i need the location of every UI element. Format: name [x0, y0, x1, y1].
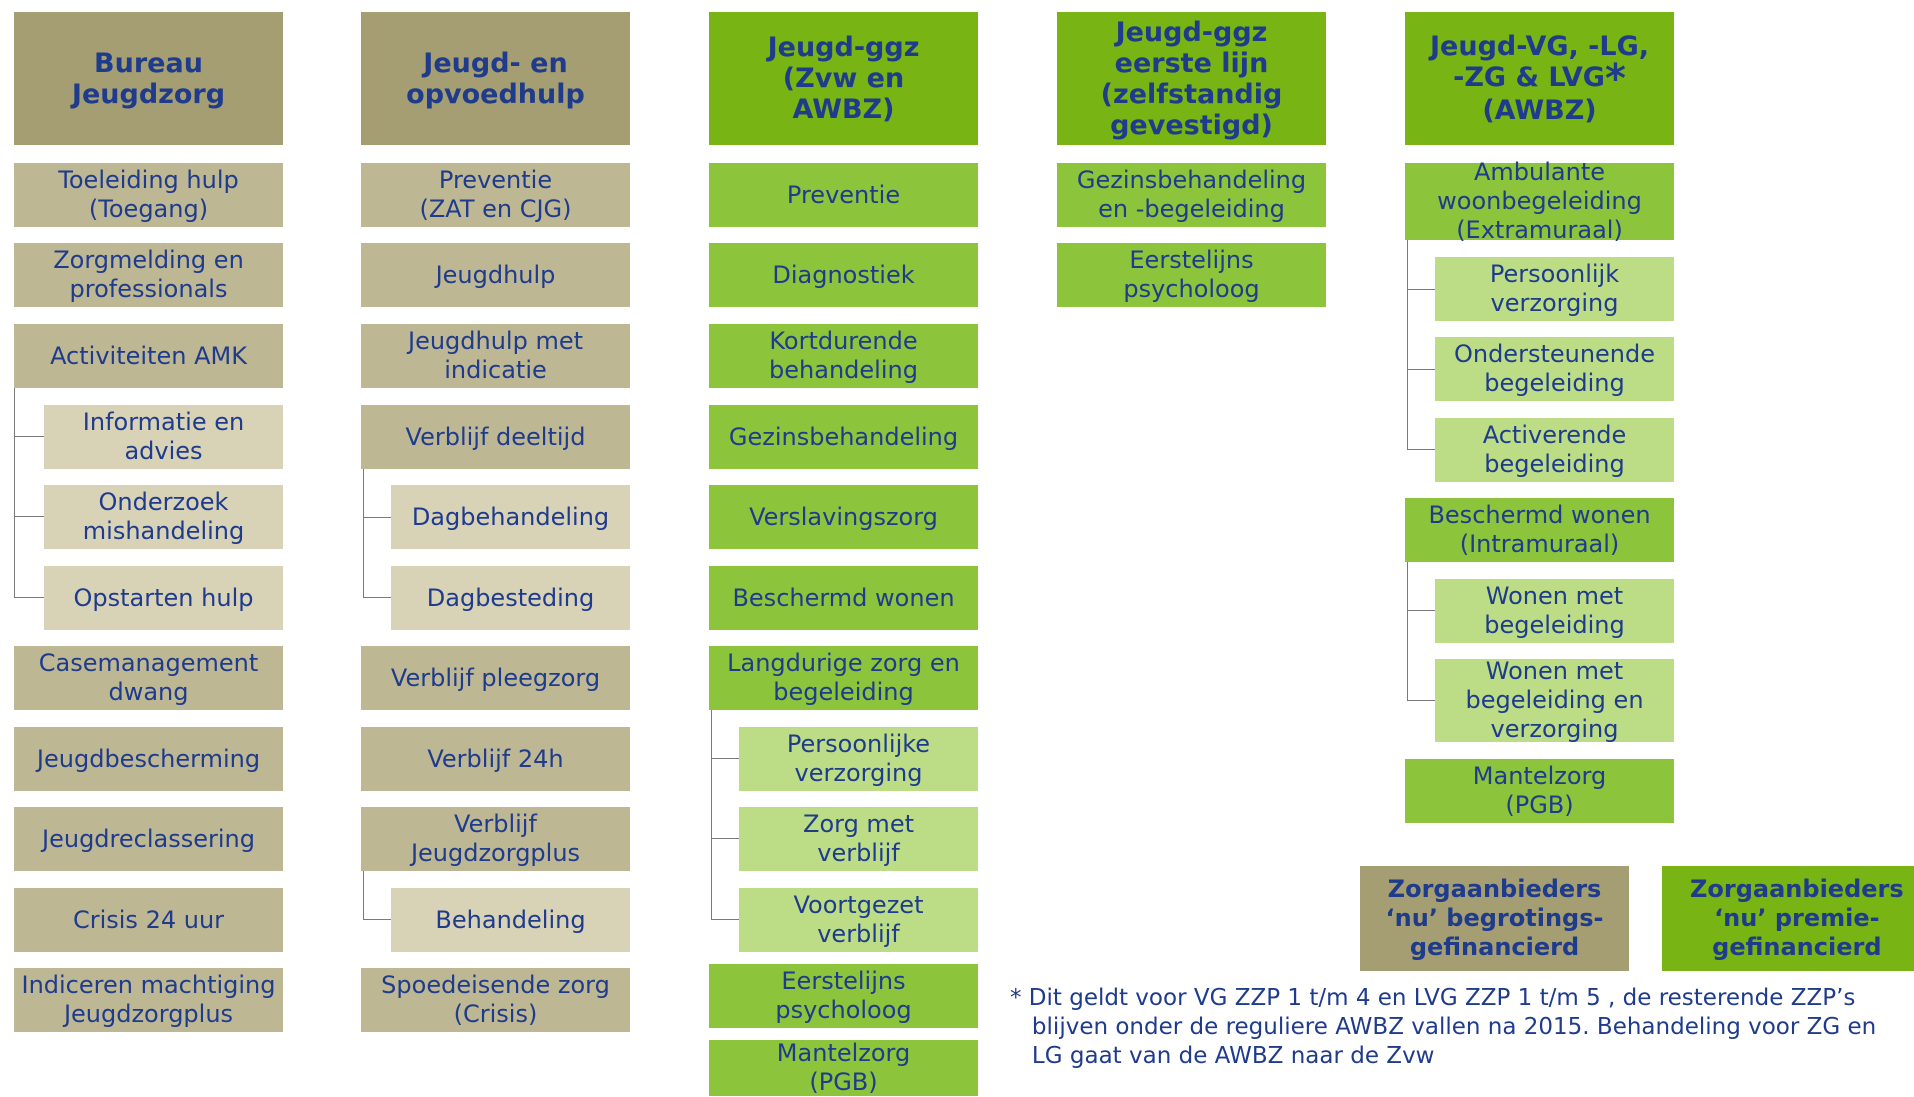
item-opstarten-hulp: Opstarten hulp — [44, 566, 283, 630]
connector-amk-3 — [14, 388, 44, 598]
asterisk-marker: * — [1604, 56, 1626, 102]
item-verblijf-pleegzorg: Verblijf pleegzorg — [361, 646, 630, 710]
item-verslavingszorg: Verslavingszorg — [709, 485, 978, 549]
item-diagnostiek: Diagnostiek — [709, 243, 978, 307]
item-mantelzorg-ggz: Mantelzorg (PGB) — [709, 1040, 978, 1096]
item-jeugdbescherming: Jeugdbescherming — [14, 727, 283, 791]
footnote-line-1: * Dit geldt voor VG ZZP 1 t/m 4 en LVG ZZP 1 t/m 5 , de resterende ZZP’s — [1010, 985, 1856, 1011]
item-kortdurende-behandeling: Kortdurende behandeling — [709, 324, 978, 388]
item-casemanagement: Casemanagement dwang — [14, 646, 283, 710]
item-dagbesteding: Dagbesteding — [391, 566, 630, 630]
item-toeleiding-hulp: Toeleiding hulp (Toegang) — [14, 163, 283, 227]
item-jeugdhulp: Jeugdhulp — [361, 243, 630, 307]
item-ondersteunende-begeleiding: Ondersteunende begeleiding — [1435, 337, 1674, 401]
header-vg-line3: (AWBZ) — [1482, 95, 1597, 126]
connector-langdurig-3 — [711, 710, 739, 920]
item-crisis-24-uur: Crisis 24 uur — [14, 888, 283, 952]
item-jeugdreclassering: Jeugdreclassering — [14, 807, 283, 871]
item-voortgezet-verblijf: Voortgezet verblijf — [739, 888, 978, 952]
connector-ambulant-3 — [1407, 240, 1435, 450]
item-gezinsbehandeling: Gezinsbehandeling — [709, 405, 978, 469]
header-jeugd-vg — [1405, 12, 1674, 145]
item-langdurige-zorg: Langdurige zorg en begeleiding — [709, 646, 978, 710]
connector-intramuraal-2 — [1407, 562, 1435, 701]
item-activiteiten-amk: Activiteiten AMK — [14, 324, 283, 388]
item-ggz-preventie: Preventie — [709, 163, 978, 227]
item-behandeling: Behandeling — [391, 888, 630, 952]
item-beschermd-wonen-ggz: Beschermd wonen — [709, 566, 978, 630]
item-indiceren-machtiging: Indiceren machtiging Jeugdzorgplus — [14, 968, 283, 1032]
item-activerende-begeleiding: Activerende begeleiding — [1435, 418, 1674, 482]
item-informatie-advies: Informatie en advies — [44, 405, 283, 469]
item-beschermd-wonen-intramuraal: Beschermd wonen (Intramuraal) — [1405, 498, 1674, 562]
legend-begrotingsgefinancierd: Zorgaanbieders ‘nu’ begrotings- gefinancierd — [1360, 866, 1629, 971]
item-verblijf-deeltijd: Verblijf deeltijd — [361, 405, 630, 469]
footnote-line-2: blijven onder de reguliere AWBZ vallen na 2015. Behandeling voor ZG en — [1010, 1014, 1877, 1040]
header-jeugd-opvoedhulp: Jeugd- en opvoedhulp — [361, 12, 630, 145]
item-persoonlijke-verzorging: Persoonlijke verzorging — [739, 727, 978, 791]
item-verblijf-jeugdzorgplus: Verblijf Jeugdzorgplus — [361, 807, 630, 871]
item-persoonlijk-verzorging: Persoonlijk verzorging — [1435, 257, 1674, 321]
item-eerstelijns-psycholoog: Eerstelijns psycholoog — [1057, 243, 1326, 307]
header-jeugd-ggz: Jeugd-ggz (Zvw en AWBZ) — [709, 12, 978, 145]
header-ggz-eerste-lijn: Jeugd-ggz eerste lijn (zelfstandig gevestigd) — [1057, 12, 1326, 145]
item-mantelzorg-vg: Mantelzorg (PGB) — [1405, 759, 1674, 823]
header-vg-line1: Jeugd-VG, -LG, — [1429, 31, 1650, 62]
item-eerstelijns-psycholoog-ggz: Eerstelijns psycholoog — [709, 964, 978, 1028]
item-onderzoek-mishandeling: Onderzoek mishandeling — [44, 485, 283, 549]
connector-jeugdzorgplus — [363, 871, 391, 920]
header-vg-line2: -ZG & LVG* — [1453, 56, 1626, 102]
item-wonen-met-begeleiding: Wonen met begeleiding — [1435, 579, 1674, 643]
item-wonen-begeleiding-verzorging: Wonen met begeleiding en verzorging — [1435, 659, 1674, 742]
item-gezinsbehandeling-begeleiding: Gezinsbehandeling en -begeleiding — [1057, 163, 1326, 227]
legend-premiegefinancierd: Zorgaanbieders ‘nu’ premie- gefinancierd — [1662, 866, 1914, 971]
connector-deeltijd-2 — [363, 469, 391, 598]
item-dagbehandeling: Dagbehandeling — [391, 485, 630, 549]
item-zorg-met-verblijf: Zorg met verblijf — [739, 807, 978, 871]
item-zorgmelding: Zorgmelding en professionals — [14, 243, 283, 307]
header-bureau-jeugdzorg: Bureau Jeugdzorg — [14, 12, 283, 145]
footnote-line-3: LG gaat van de AWBZ naar de Zvw — [1010, 1043, 1435, 1069]
footnote — [1010, 984, 1914, 1071]
item-jeugdhulp-indicatie: Jeugdhulp met indicatie — [361, 324, 630, 388]
item-spoedeisende-zorg: Spoedeisende zorg (Crisis) — [361, 968, 630, 1032]
item-preventie-zat: Preventie (ZAT en CJG) — [361, 163, 630, 227]
item-verblijf-24h: Verblijf 24h — [361, 727, 630, 791]
item-ambulante-woonbegeleiding: Ambulante woonbegeleiding (Extramuraal) — [1405, 163, 1674, 240]
